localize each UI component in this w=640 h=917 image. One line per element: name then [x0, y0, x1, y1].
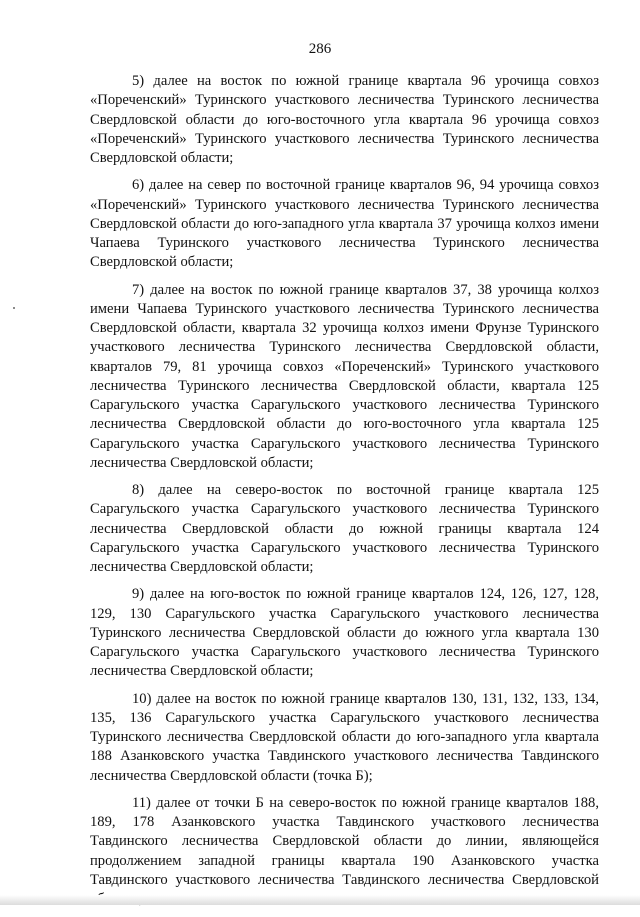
paragraph-item-11: 11) далее от точки Б на северо-восток по южной границе кварталов 188, 189, 178 Азанковского участка Тавдинского участкового лесничества Тавдинского лесничества Свердловской области до линии, являющейся продолжением западной границы квартала 190 Азанковского участка Тавдинского участкового лесничества Тавдинского лесничества Свердловской	[90, 794, 599, 888]
paragraph-item-8: 8) далее на северо-восток по восточной границе квартала 125 Сарагульского участка Сарагульского участкового лесничества Туринского лесничества Свердловской области до южной границы квартала 124 Сарагульского участка Сарагульского участкового лесничества Туринского лесничества Свердловской области;	[90, 482, 599, 575]
paragraph-item-5: 5) далее на восток по южной границе квартала 96 урочища совхоз «Пореченский» Туринского участкового лесничества Туринского лесничества Свердловской области до юго-восточного угла квартала 96 урочища совхоз «Пореченский» Туринского участкового лесничества Туринского лесничества Свердловской области;	[90, 73, 599, 166]
scan-bottom-edge	[0, 895, 640, 905]
paragraph-item-6: 6) далее на север по восточной границе кварталов 96, 94 урочища совхоз «Пореченский» Туринского участкового лесничества Туринского лесничества Свердловской области до юго-западного угла квартала 37 урочища колхоз имени Чапаева Туринского участкового лесничества Туринского лесничества Свердловской области;	[90, 177, 599, 271]
document-body	[90, 72, 599, 917]
paragraph-item-10: 10) далее на восток по южной границе кварталов 130, 131, 132, 133, 134, 135, 136 Сарагульского участка Сарагульского участкового лесничества Туринского лесничества Свердловской области до юго-западного угла квартала 188 Азанковского участка Тавдинского участкового лесничества Тавдинского лесничества Свердловской области (точка Б);	[90, 690, 599, 784]
page-number: 286	[308, 41, 332, 57]
scan-speck	[13, 307, 15, 309]
paragraph-item-9: 9) далее на юго-восток по южной границе кварталов 124, 126, 127, 128, 129, 130 Сарагульского участка Сарагульского участкового лесничества Туринского лесничества Свердловской области до южного угла квартала 130 Сарагульского участка Сарагульского участкового лесничества Туринского лесничества Свердловской области;	[90, 586, 599, 680]
paragraph-item-7: 7) далее на восток по южной границе кварталов 37, 38 урочища колхоз имени Чапаева Туринского участкового лесничества Туринского лесничества Свердловской области, квартала 32 урочища колхоз имени Фрунзе Туринского участкового лесничества Туринского лесничества Свердловской области, кварталов 79, 81 урочища совхоз «Пореченский» Туринского участкового лесничества Туринского лесничества Свердловской области, квартала 125 Сарагульского участка Сарагульского участкового лесничества Туринского лесничества Свердловской области до юго-восточного угла квартала 125 Сарагульского участка Сарагульского участкового лесничества Туринского лесничества Свердловской области;	[90, 281, 599, 471]
